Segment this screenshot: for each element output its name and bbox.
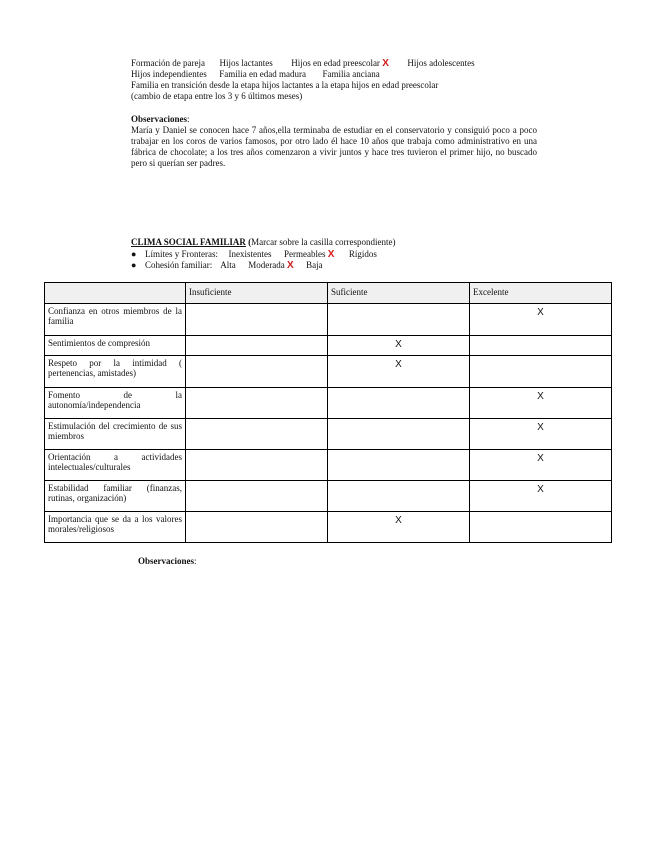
stage-selected-mark: X <box>382 58 389 69</box>
table-mark-cell <box>186 356 328 388</box>
table-mark-cell: X <box>470 481 612 512</box>
table-item-cell: Orientación a actividades intelectuales/culturales <box>45 450 186 481</box>
limits-option: Inexistentes <box>228 249 272 259</box>
table-mark-cell: X <box>328 336 470 356</box>
table-row <box>45 356 612 388</box>
observations-heading-text: Observaciones <box>131 114 187 124</box>
table-row <box>45 481 612 512</box>
table-mark-cell: X <box>328 512 470 543</box>
table-mark-cell: X <box>470 388 612 419</box>
table-mark-cell <box>186 481 328 512</box>
stage-line-4: (cambio de etapa entre los 3 y 6 últimos meses) <box>131 91 303 101</box>
table-item-cell: Respeto por la intimidad ( pertenencias, amistades) <box>45 356 186 388</box>
table-mark-cell <box>186 336 328 356</box>
table-mark-cell <box>328 388 470 419</box>
stage-option: Hijos independientes <box>131 69 207 79</box>
clima-instruction: Marcar sobre la casilla correspondiente) <box>251 237 396 247</box>
table-mark-cell <box>328 419 470 450</box>
table-row <box>45 388 612 419</box>
table-mark-cell <box>470 336 612 356</box>
stage-line-2 <box>131 69 380 80</box>
stage-line-3: Familia en transición desde la etapa hijos lactantes a la etapa hijos en edad preescolar <box>131 80 439 90</box>
table-mark-cell: X <box>470 304 612 336</box>
table-item-cell: Fomento de la autonomía/independencia <box>45 388 186 419</box>
clima-table <box>44 282 612 543</box>
table-mark-cell <box>470 512 612 543</box>
observations-colon: : <box>187 114 190 124</box>
observations-heading <box>131 114 190 125</box>
table-mark-cell <box>186 304 328 336</box>
limits-selected-mark: X <box>327 249 335 260</box>
table-item-cell: Sentimientos de compresión <box>45 336 186 356</box>
table-mark-cell <box>470 356 612 388</box>
limits-line <box>131 249 377 260</box>
table-item-cell: Estabilidad familiar (finanzas, rutinas, organización) <box>45 481 186 512</box>
limits-option: Rígidos <box>348 249 377 259</box>
table-row <box>45 336 612 356</box>
table-row <box>45 304 612 336</box>
observations-2-heading <box>138 556 197 567</box>
table-row <box>45 419 612 450</box>
cohesion-option: Alta <box>220 260 236 270</box>
limits-label: Límites y Fronteras: <box>145 249 218 259</box>
table-item-cell: Estimulación del crecimiento de sus miembros <box>45 419 186 450</box>
table-mark-cell <box>186 419 328 450</box>
cohesion-option: Baja <box>306 260 323 270</box>
table-header-cell <box>45 283 186 304</box>
table-mark-cell <box>328 450 470 481</box>
bullet-icon: ● <box>131 260 137 270</box>
table-item-cell: Confianza en otros miembros de la familia <box>45 304 186 336</box>
observations-2-colon: : <box>194 556 197 566</box>
clima-paren: ( <box>248 237 252 247</box>
cohesion-option: Moderada <box>248 260 285 270</box>
table-mark-cell: X <box>328 356 470 388</box>
clima-heading-line <box>131 237 396 248</box>
observations-2-heading-text: Observaciones <box>138 556 194 566</box>
table-mark-cell <box>186 450 328 481</box>
cohesion-line <box>131 260 323 271</box>
stage-line-1 <box>131 58 475 69</box>
table-item-cell: Importancia que se da a los valores morales/religiosos <box>45 512 186 543</box>
table-mark-cell: X <box>470 419 612 450</box>
stage-option: Familia anciana <box>322 69 380 79</box>
clima-heading: CLIMA SOCIAL FAMILIAR <box>131 237 246 247</box>
cohesion-selected-mark: X <box>287 260 294 271</box>
cohesion-label: Cohesión familiar: <box>145 260 213 270</box>
table-header-cell: Suficiente <box>328 283 470 304</box>
table-mark-cell: X <box>470 450 612 481</box>
stage-option: Hijos adolescentes <box>407 58 475 68</box>
stage-option: Familia en edad madura <box>219 69 306 79</box>
table-header-cell: Insuficiente <box>186 283 328 304</box>
table-mark-cell <box>186 388 328 419</box>
table-row <box>45 512 612 543</box>
table-header-cell: Excelente <box>470 283 612 304</box>
observations-text: María y Daniel se conocen hace 7 años,ella terminaba de estudiar en el conservatorio y consiguió poco a poco trabajar en los coros de varios famosos, por otro lado él hace 10 años que trabaja como administrativo en una fábrica de chocolate; a los tres años comenzaron a vivir juntos y hace tres tuvieron el primer hijo, no buscado pero si querían ser padres. <box>131 125 537 168</box>
table-mark-cell <box>186 512 328 543</box>
limits-option: Permeables <box>284 249 326 259</box>
stage-option: Hijos en edad preescolar <box>291 58 380 68</box>
table-mark-cell <box>328 481 470 512</box>
table-header-row <box>45 283 612 304</box>
bullet-icon: ● <box>131 249 137 259</box>
table-mark-cell <box>328 304 470 336</box>
table-row <box>45 450 612 481</box>
stage-option: Hijos lactantes <box>219 58 273 68</box>
stage-option: Formación de pareja <box>131 58 205 68</box>
